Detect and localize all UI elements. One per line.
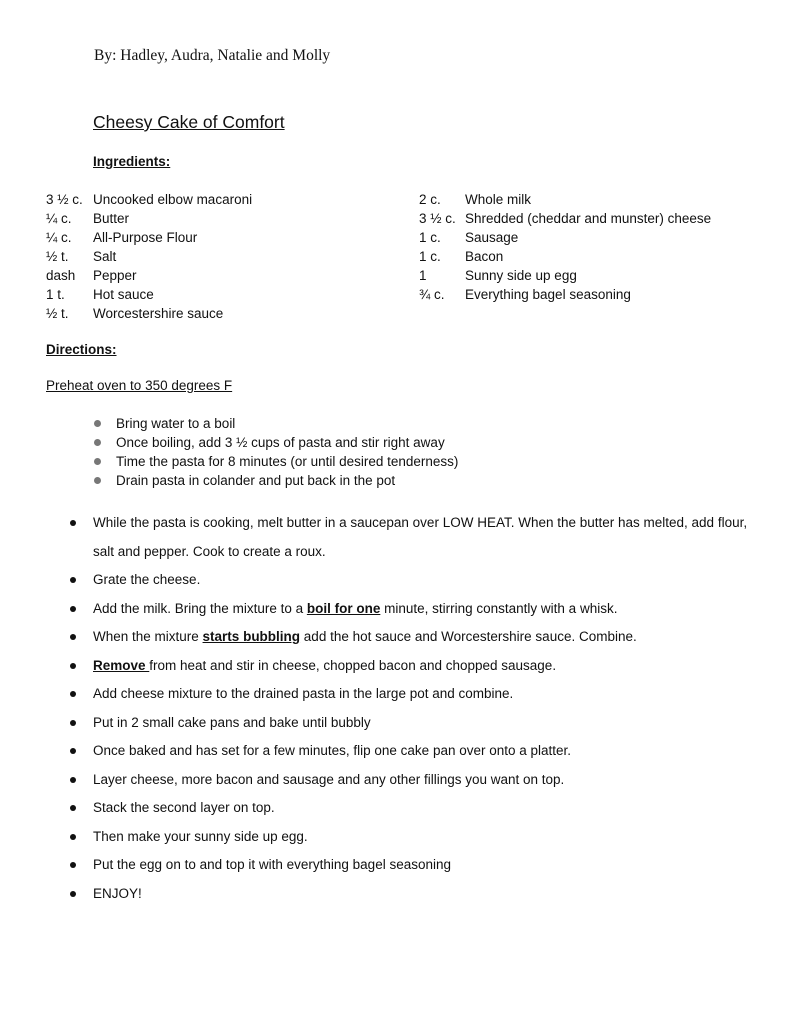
ingredient-name: Pepper xyxy=(93,268,137,283)
step-text: Put in 2 small cake pans and bake until bubbly xyxy=(93,714,371,730)
ingredient-quantity: dash xyxy=(46,268,76,283)
bullet-icon xyxy=(70,606,76,612)
emphasized-text: starts bubbling xyxy=(202,629,301,644)
ingredient-name: All-Purpose Flour xyxy=(93,230,198,245)
bullet-icon xyxy=(94,477,101,484)
bullet-icon xyxy=(70,862,76,868)
ingredient-row xyxy=(46,285,252,304)
direction-step-text xyxy=(93,623,637,652)
step-text: minute, stirring constantly with a whisk. xyxy=(380,600,618,616)
bullet-icon xyxy=(70,891,76,897)
ingredient-quantity: ½ t. xyxy=(46,306,69,321)
direction-step-text xyxy=(93,766,564,795)
bullet-icon xyxy=(70,834,76,840)
ingredient-row xyxy=(46,209,252,228)
recipe-title: Cheesy Cake of Comfort xyxy=(93,112,285,132)
ingredient-name: Salt xyxy=(93,249,117,264)
direction-step xyxy=(70,623,750,652)
step-text: Add the milk. Bring the mixture to a xyxy=(93,600,307,616)
ingredient-name: Whole milk xyxy=(465,192,532,207)
direction-step xyxy=(70,880,750,909)
direction-step xyxy=(70,823,750,852)
ingredient-name: Bacon xyxy=(465,249,504,264)
direction-step-text xyxy=(93,566,200,595)
direction-step-text xyxy=(93,880,142,909)
step-text: from heat and stir in cheese, chopped bacon and chopped sausage. xyxy=(149,657,557,673)
step-text: Put the egg on to and top it with everything bagel seasoning xyxy=(93,857,452,872)
bullet-icon xyxy=(70,720,76,726)
ingredients-heading: Ingredients: xyxy=(93,154,171,169)
ingredient-row xyxy=(419,285,711,304)
direction-step xyxy=(70,851,750,880)
ingredient-name: Worcestershire sauce xyxy=(93,306,224,321)
ingredient-name: Sausage xyxy=(465,230,519,245)
direction-step-text xyxy=(93,709,371,738)
step-text: Add cheese mixture to the drained pasta in the large pot and combine. xyxy=(93,686,514,701)
ingredient-quantity: 3 ½ c. xyxy=(46,192,83,207)
step-text: Stack the second layer on top. xyxy=(93,800,275,815)
ingredients-left-column xyxy=(46,190,252,323)
ingredient-quantity: ¼ c. xyxy=(46,211,72,226)
ingredient-quantity: ½ t. xyxy=(46,249,69,264)
direction-step xyxy=(70,509,750,566)
ingredient-row xyxy=(46,247,252,266)
direction-step xyxy=(70,595,750,624)
step-text: When the mixture xyxy=(93,629,203,644)
direction-step-text xyxy=(93,737,571,766)
pasta-step-text: Drain pasta in colander and put back in the pot xyxy=(116,473,396,488)
ingredient-name: Everything bagel seasoning xyxy=(465,287,631,302)
direction-step-text xyxy=(93,680,513,709)
ingredient-name: Uncooked elbow macaroni xyxy=(93,192,253,207)
bullet-icon xyxy=(70,748,76,754)
ingredients-right-column xyxy=(419,190,711,304)
bullet-icon xyxy=(70,691,76,697)
pasta-step xyxy=(94,433,458,452)
pasta-step-text: Bring water to a boil xyxy=(116,416,236,431)
direction-step xyxy=(70,709,750,738)
bullet-icon xyxy=(70,777,76,783)
ingredient-row xyxy=(419,190,711,209)
direction-step-text xyxy=(93,851,451,880)
step-text: ENJOY! xyxy=(93,885,142,901)
step-text: Once baked and has set for a few minutes, flip one cake pan over onto a platter. xyxy=(93,743,572,758)
bullet-icon xyxy=(70,520,76,526)
step-text: add the hot sauce and Worcestershire sauce. Combine. xyxy=(300,629,637,644)
pasta-step xyxy=(94,471,458,490)
ingredient-quantity: 1 xyxy=(419,268,427,283)
ingredient-quantity: 1 c. xyxy=(419,230,441,245)
bullet-icon xyxy=(70,634,76,640)
bullet-icon xyxy=(70,805,76,811)
authors-line: By: Hadley, Audra, Natalie and Molly xyxy=(94,47,331,64)
emphasized-text: boil for one xyxy=(306,600,381,616)
ingredient-quantity: 3 ½ c. xyxy=(419,211,456,226)
directions-heading: Directions: xyxy=(46,342,117,357)
direction-step xyxy=(70,652,750,681)
direction-step-text xyxy=(93,794,275,823)
emphasized-text: Remove xyxy=(93,657,150,673)
ingredient-quantity: ¼ c. xyxy=(46,230,72,245)
ingredient-name: Shredded (cheddar and munster) cheese xyxy=(465,211,712,226)
bullet-icon xyxy=(70,577,76,583)
direction-step-text xyxy=(93,509,750,566)
step-text: Layer cheese, more bacon and sausage and any other fillings you want on top. xyxy=(93,771,565,787)
direction-step xyxy=(70,794,750,823)
ingredient-row xyxy=(419,228,711,247)
preheat-instruction: Preheat oven to 350 degrees F xyxy=(46,378,233,393)
ingredient-name: Sunny side up egg xyxy=(465,268,577,283)
bullet-icon xyxy=(94,458,101,465)
ingredient-row xyxy=(419,209,711,228)
direction-step-text xyxy=(93,652,556,681)
direction-step xyxy=(70,766,750,795)
bullet-icon xyxy=(94,420,101,427)
pasta-step-text: Time the pasta for 8 minutes (or until desired tenderness) xyxy=(116,454,459,469)
ingredient-quantity: 1 t. xyxy=(46,287,65,302)
step-text: Grate the cheese. xyxy=(93,572,201,587)
ingredient-name: Hot sauce xyxy=(93,287,154,302)
pasta-step-text: Once boiling, add 3 ½ cups of pasta and stir right away xyxy=(116,435,445,450)
direction-step xyxy=(70,737,750,766)
direction-step xyxy=(70,680,750,709)
direction-step-text xyxy=(93,595,617,624)
ingredient-quantity: 2 c. xyxy=(419,192,441,207)
ingredient-row xyxy=(46,190,252,209)
ingredient-row xyxy=(46,304,252,323)
ingredient-row xyxy=(419,266,711,285)
direction-step-text xyxy=(93,823,308,852)
pasta-steps-list xyxy=(94,414,458,490)
ingredient-quantity: 1 c. xyxy=(419,249,441,264)
bullet-icon xyxy=(70,663,76,669)
ingredient-quantity: ¾ c. xyxy=(419,287,445,302)
bullet-icon xyxy=(94,439,101,446)
step-text: Then make your sunny side up egg. xyxy=(93,828,308,844)
pasta-step xyxy=(94,452,458,471)
ingredient-row xyxy=(46,228,252,247)
ingredient-row xyxy=(419,247,711,266)
directions-list xyxy=(70,509,750,908)
pasta-step xyxy=(94,414,458,433)
step-text: While the pasta is cooking, melt butter in a saucepan over LOW HEAT. When the butter has melted, add flour, salt and pepper. Cook to create a roux. xyxy=(93,515,748,559)
ingredient-name: Butter xyxy=(93,211,130,226)
direction-step xyxy=(70,566,750,595)
ingredient-row xyxy=(46,266,252,285)
